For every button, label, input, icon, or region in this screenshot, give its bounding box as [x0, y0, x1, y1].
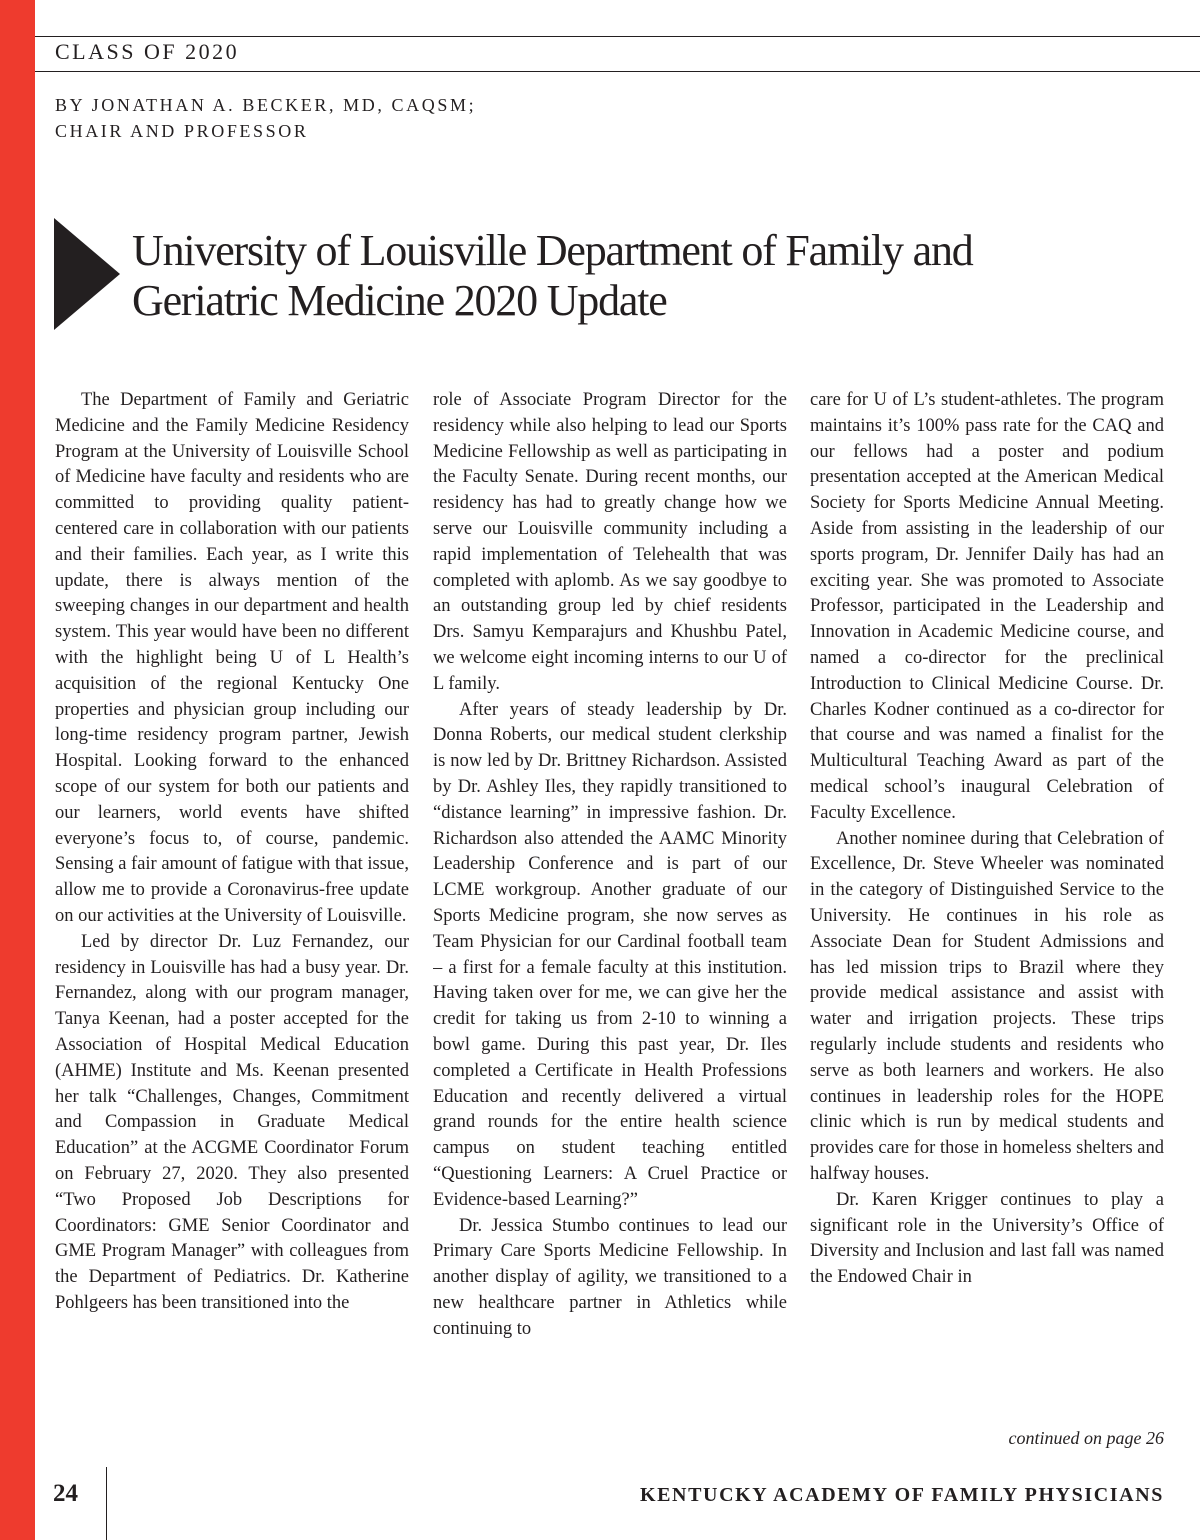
footer-organization: KENTUCKY ACADEMY OF FAMILY PHYSICIANS [639, 1484, 1164, 1506]
footer-divider [106, 1467, 107, 1540]
article-column-3 [810, 388, 1164, 1458]
section-label: CLASS OF 2020 [55, 39, 240, 64]
article-title-line-2: Geriatric Medicine 2020 Update [132, 276, 667, 325]
article-column-2 [433, 388, 787, 1458]
byline-author: BY JONATHAN A. BECKER, MD, CAQSM; [55, 95, 477, 115]
page-number: 24 [53, 1480, 78, 1507]
paragraph: After years of steady leadership by Dr. Donna Roberts, our medical student clerkship is now led by Dr. Brittney Richardson. Assisted by Dr. Ashley Iles, they rapidly transitioned to “distance learning” in impressive fashion. Dr. Richardson also attended the AAMC Minority Leadership Conference and is part of our LCME workgroup. Another graduate of our Sports Medicine program, she now serves as Team Physician for our Cardinal football team – a first for a female faculty at this institution. Having taken over for me, we can give her the credit for taking us from 2-10 to winning a bowl game. During this past year, Dr. Iles completed a Certificate in Health Professions Education and recently delivered a virtual grand rounds for the entire health science campus on student teaching entitled “Questioning Learners: A Cruel Practice or Evidence-based Learning?” [433, 699, 787, 1210]
red-margin-bar [0, 0, 35, 1540]
continued-note: continued on page 26 [1008, 1428, 1164, 1448]
article-column-1 [55, 388, 409, 1458]
header-bottom-rule [35, 71, 1200, 72]
article-title-line-1: University of Louisville Department of Family and [132, 226, 973, 275]
paragraph-continued: role of Associate Program Director for the residency while also helping to lead our Sports Medicine Fellowship as well as participating in the Faculty Senate. During recent months, our residency has had to greatly change how we serve our Louisville community including a rapid implementation of Telehealth that was completed with aplomb. As we say goodbye to an outstanding group led by chief residents Drs. Samyu Kemparajurs and Khushbu Patel, we welcome eight incoming interns to our U of L family. [433, 390, 787, 694]
article-title [132, 226, 1152, 326]
byline-title: CHAIR AND PROFESSOR [55, 121, 309, 141]
byline [55, 92, 476, 144]
paragraph: The Department of Family and Geriatric Medicine and the Family Medicine Residency Program at the University of Louisville School of Medicine have faculty and residents who are committed to providing quality patient-centered care in collaboration with our patients and their families. Each year, as I write this update, there is always mention of the sweeping changes in our department and health system. This year would have been no different with the highlight being U of L Health’s acquisition of the regional Kentucky One properties and physician group including our long-time residency program partner, Jewish Hospital. Looking forward to the enhanced scope of our system for both our patients and our learners, world events have shifted everyone’s focus to, of course, pandemic. Sensing a fair amount of fatigue with that issue, allow me to provide a Coronavirus-free update on our activities at the University of Louisville. [55, 390, 409, 926]
paragraph: Dr. Karen Krigger continues to play a significant role in the University’s Office of Diversity and Inclusion and last fall was named the Endowed Chair in [810, 1189, 1164, 1288]
triangle-arrow-icon [54, 218, 120, 330]
header-top-rule [35, 36, 1200, 37]
paragraph-continued: care for U of L’s student-athletes. The program maintains it’s 100% pass rate for the CAQ and our fellows had a poster and podium presentation accepted at the American Medical Society for Sports Medicine Annual Meeting. Aside from assisting in the leadership of our sports program, Dr. Jennifer Daily has had an exciting year. She was promoted to Associate Professor, participated in the Leadership and Innovation in Academic Medicine course, and named a co-director for the preclinical Introduction to Clinical Medicine Course. Dr. Charles Kodner continued as a co-director for that course and was named a finalist for the Multicultural Teaching Award as part of the medical school’s inaugural Celebration of Faculty Excellence. [810, 390, 1164, 823]
paragraph: Dr. Jessica Stumbo continues to lead our Primary Care Sports Medicine Fellowship. In another display of agility, we transitioned to a new healthcare partner in Athletics while continuing to [433, 1215, 787, 1339]
paragraph: Led by director Dr. Luz Fernandez, our residency in Louisville has had a busy year. Dr. Fernandez, along with our program manager, Tanya Keenan, had a poster accepted for the Association of Hospital Medical Education (AHME) Institute and Ms. Keenan presented her talk “Challenges, Changes, Commitment and Compassion in Graduate Medical Education” at the ACGME Coordinator Forum on February 27, 2020. They also presented “Two Proposed Job Descriptions for Coordinators: GME Senior Coordinator and GME Program Manager” with colleagues from the Department of Pediatrics. Dr. Katherine Pohlgeers has been transitioned into the [55, 931, 409, 1313]
paragraph: Another nominee during that Celebration of Excellence, Dr. Steve Wheeler was nominated in the category of Distinguished Service to the University. He continues in his role as Associate Dean for Student Admissions and has led mission trips to Brazil where they provide medical assistance and assist with water and irrigation projects. These trips regularly include students and residents who serve as both learners and workers. He also continues in leadership roles for the HOPE clinic which is run by medical students and provides care for those in homeless shelters and halfway houses. [810, 828, 1164, 1184]
